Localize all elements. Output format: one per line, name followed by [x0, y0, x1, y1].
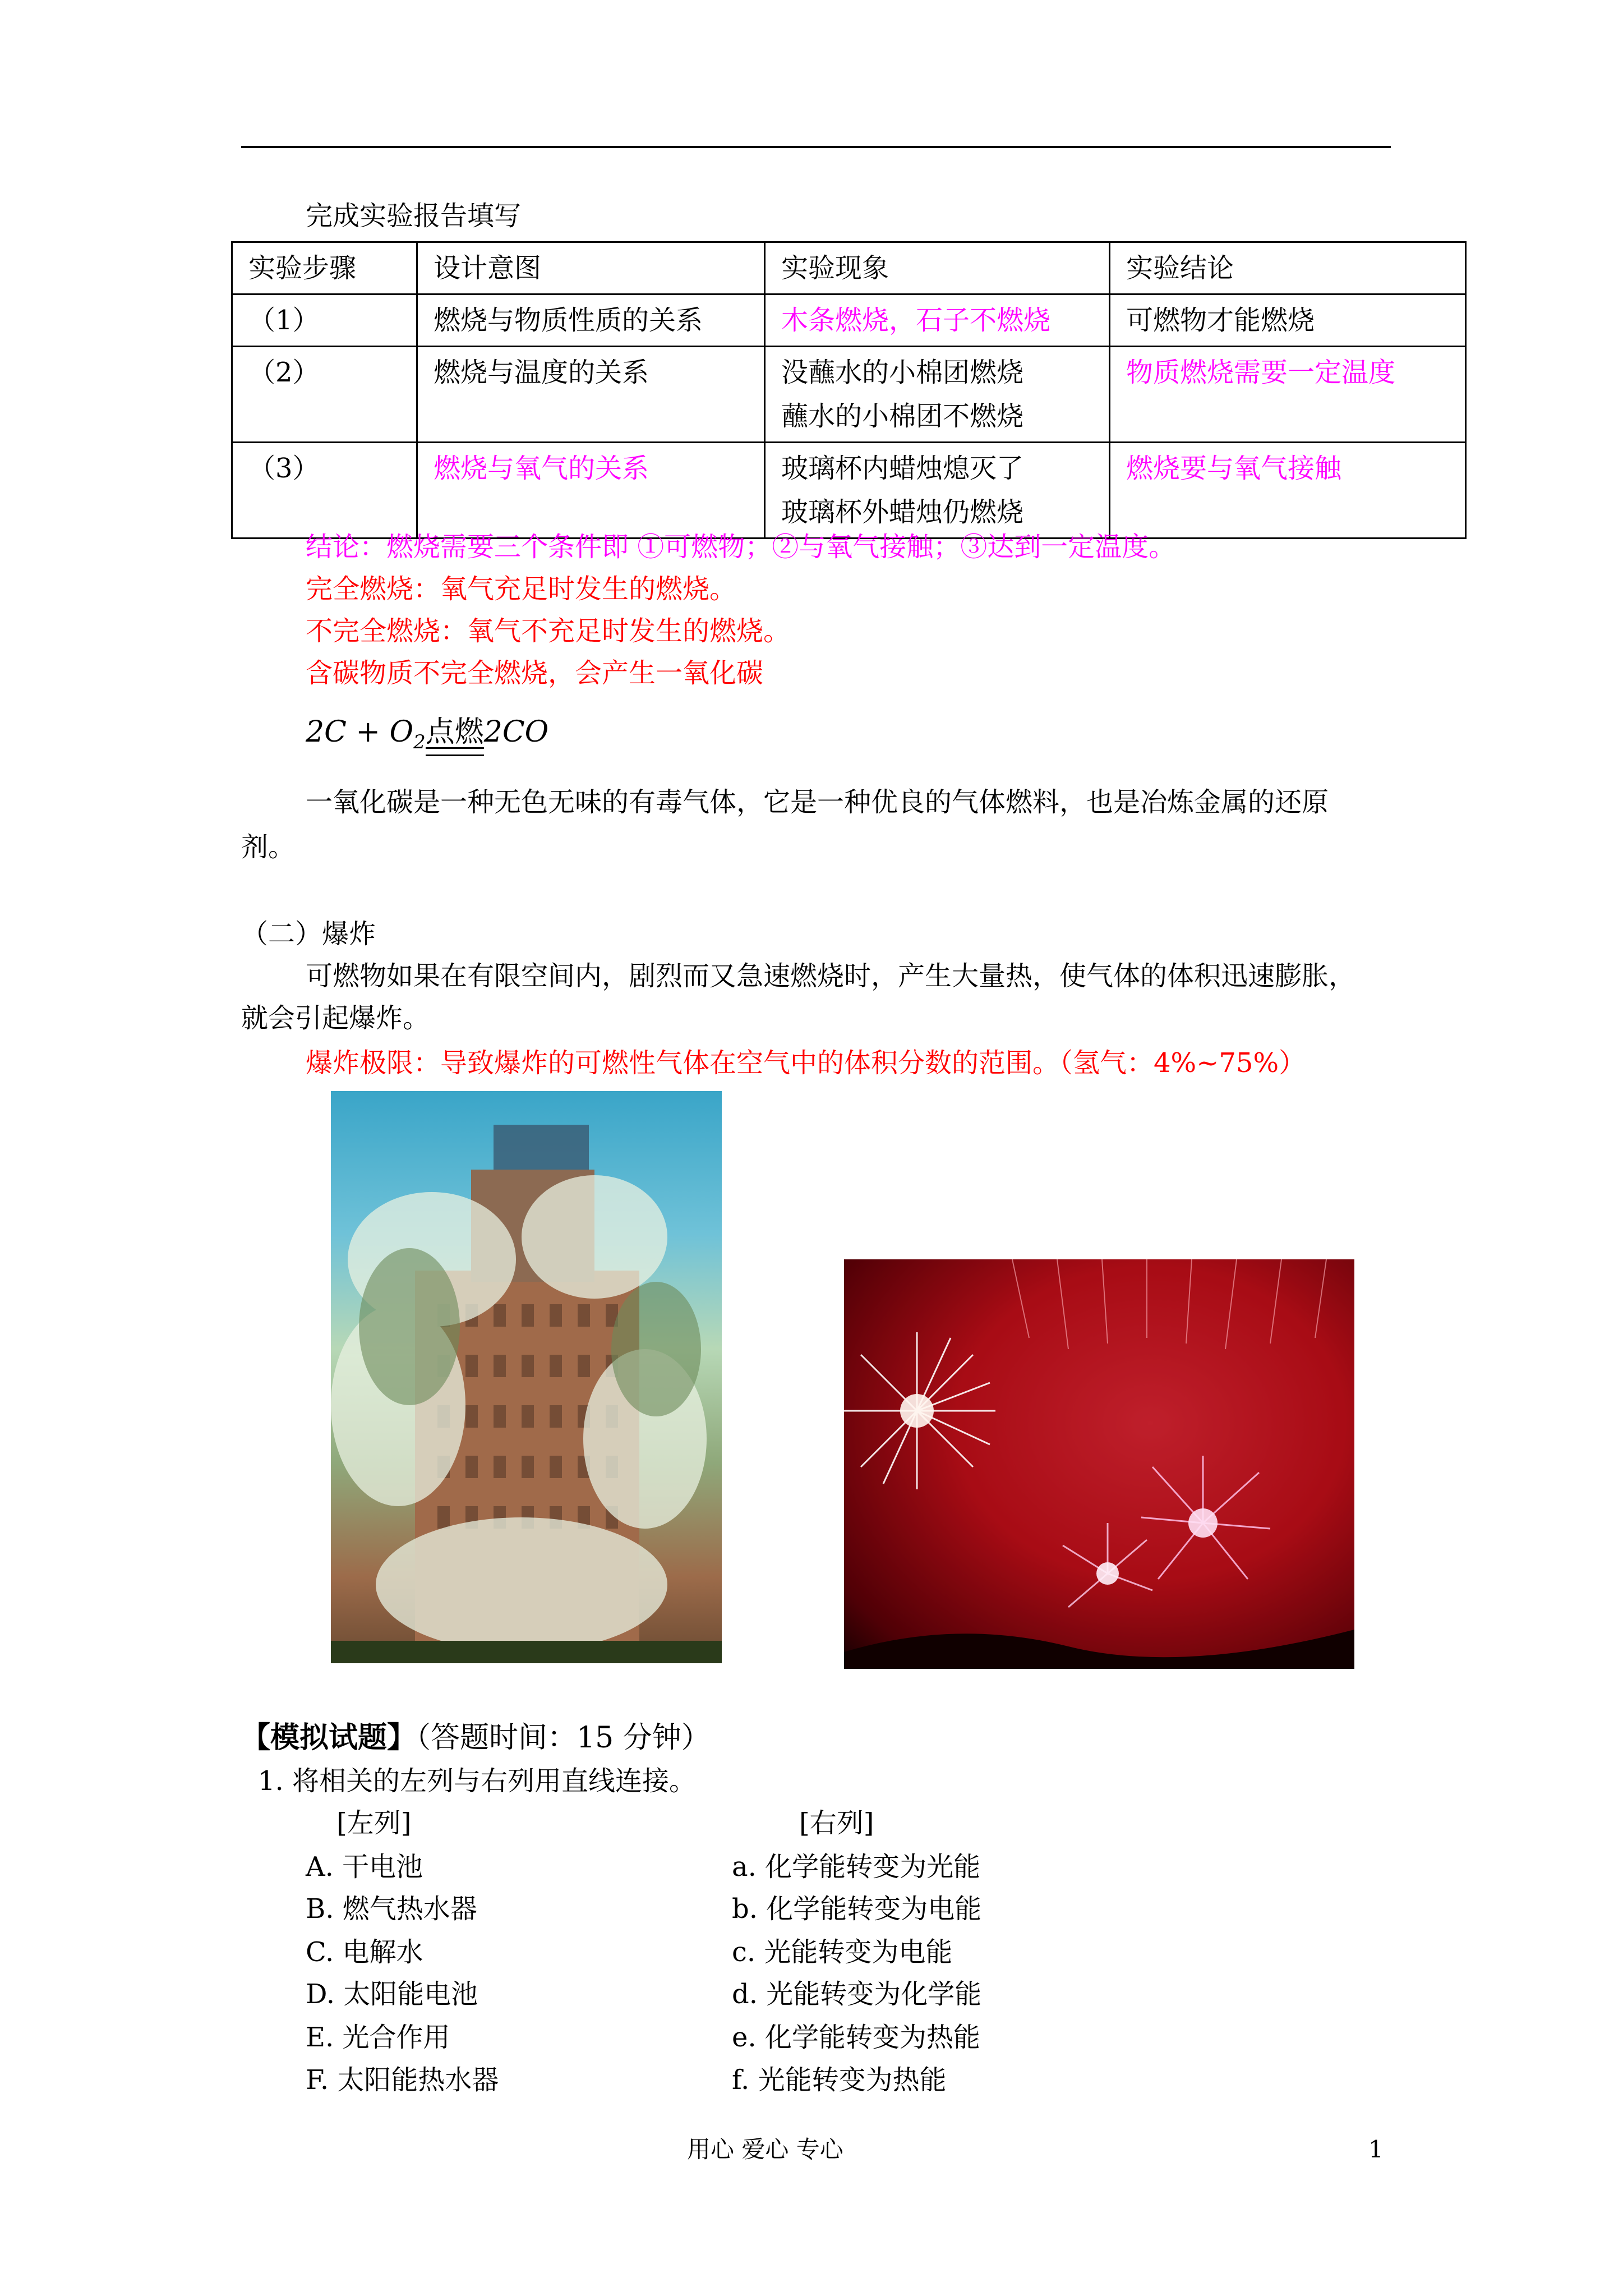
complete-combustion-note: 完全燃烧：氧气充足时发生的燃烧。: [306, 573, 737, 605]
conclusion-cell: 可燃物才能燃烧: [1110, 295, 1466, 347]
phenomena-line: 玻璃杯内蜡烛熄灭了: [781, 453, 1024, 484]
phenomena-line: 蘸水的小棉团不燃烧: [781, 401, 1024, 432]
explosion-limit: 爆炸极限：导致爆炸的可燃性气体在空气中的体积分数的范围。（氢气：4%~75%）: [306, 1047, 1306, 1079]
step-cell: （2）: [232, 347, 417, 443]
phenomena-cell: [765, 295, 1110, 347]
carbon-note: 含碳物质不完全燃烧，会产生一氧化碳: [306, 657, 764, 689]
phenomena-line: 没蘸水的小棉团燃烧: [781, 357, 1024, 388]
quiz-title-rest: （答题时间：15 分钟）: [416, 1721, 711, 1755]
reaction-condition: 点燃: [426, 712, 484, 752]
building-explosion-image: [331, 1091, 722, 1663]
right-item: c. 光能转变为电能: [732, 1936, 953, 1968]
table-header-cell: 设计意图: [417, 242, 765, 295]
report-intro: 完成实验报告填写: [306, 200, 522, 232]
equation-left: 2C + O: [306, 715, 414, 749]
right-item: a. 化学能转变为光能: [732, 1851, 981, 1883]
right-item: b. 化学能转变为电能: [732, 1893, 982, 1925]
fireworks-image: [844, 1259, 1354, 1669]
left-item: C. 电解水: [306, 1936, 423, 1968]
phenomena-cell: [765, 443, 1110, 539]
intent-cell: 燃烧与温度的关系: [417, 347, 765, 443]
right-column-header: [右列]: [799, 1807, 874, 1839]
explosion-line1: 可燃物如果在有限空间内，剧烈而又急速燃烧时，产生大量热，使气体的体积迅速膨胀，: [306, 960, 1356, 992]
table-header-row: [232, 242, 1466, 295]
conclusion-cell: 燃烧要与氧气接触: [1110, 443, 1466, 539]
quiz-title-bold: 【模拟试题】: [241, 1720, 417, 1755]
table-row: [232, 295, 1466, 347]
incomplete-combustion-note: 不完全燃烧：氧气不充足时发生的燃烧。: [306, 615, 791, 647]
right-item: d. 光能转变为化学能: [732, 1978, 982, 2010]
table-header-cell: 实验结论: [1110, 242, 1466, 295]
footer-motto: 用心 爱心 专心: [687, 2136, 843, 2163]
table-row: [232, 347, 1466, 443]
experiment-report-table: [231, 241, 1467, 539]
phenomena-line: 玻璃杯外蜡烛仍燃烧: [781, 496, 1024, 528]
table-row: [232, 443, 1466, 539]
phenomena-line: 木条燃烧，石子不燃烧: [781, 305, 1051, 336]
equation-right: 2CO: [483, 715, 549, 749]
phenomena-cell: [765, 347, 1110, 443]
table-header-cell: 实验步骤: [232, 242, 417, 295]
left-item: F. 太阳能热水器: [306, 2064, 499, 2096]
co-paragraph-line2: 剂。: [241, 831, 296, 863]
right-item: e. 化学能转变为热能: [732, 2022, 980, 2053]
table-header-cell: 实验现象: [765, 242, 1110, 295]
left-item: A. 干电池: [306, 1851, 423, 1883]
conclusion-note: 结论：燃烧需要三个条件即 ①可燃物；②与氧气接触；③达到一定温度。: [306, 531, 1176, 563]
intent-cell: 燃烧与物质性质的关系: [417, 295, 765, 347]
quiz-question-1: 1. 将相关的左列与右列用直线连接。: [258, 1765, 697, 1797]
step-cell: （1）: [232, 295, 417, 347]
conclusion-cell: 物质燃烧需要一定温度: [1110, 347, 1466, 443]
header-rule: [241, 146, 1391, 148]
quiz-title: [241, 1719, 711, 1756]
chemical-equation: [306, 712, 548, 762]
explosion-heading: （二）爆炸: [241, 918, 376, 950]
explosion-line2: 就会引起爆炸。: [241, 1002, 430, 1034]
equation-subscript: 2: [413, 731, 426, 753]
co-paragraph-line1: 一氧化碳是一种无色无味的有毒气体，它是一种优良的气体燃料，也是冶炼金属的还原: [306, 786, 1329, 818]
intent-cell: 燃烧与氧气的关系: [417, 443, 765, 539]
right-item: f. 光能转变为热能: [732, 2064, 947, 2096]
left-item: E. 光合作用: [306, 2022, 450, 2053]
left-column-header: [左列]: [336, 1807, 412, 1839]
page-number: 1: [1368, 2136, 1384, 2163]
left-item: B. 燃气热水器: [306, 1893, 477, 1925]
step-cell: （3）: [232, 443, 417, 539]
left-item: D. 太阳能电池: [306, 1978, 478, 2010]
